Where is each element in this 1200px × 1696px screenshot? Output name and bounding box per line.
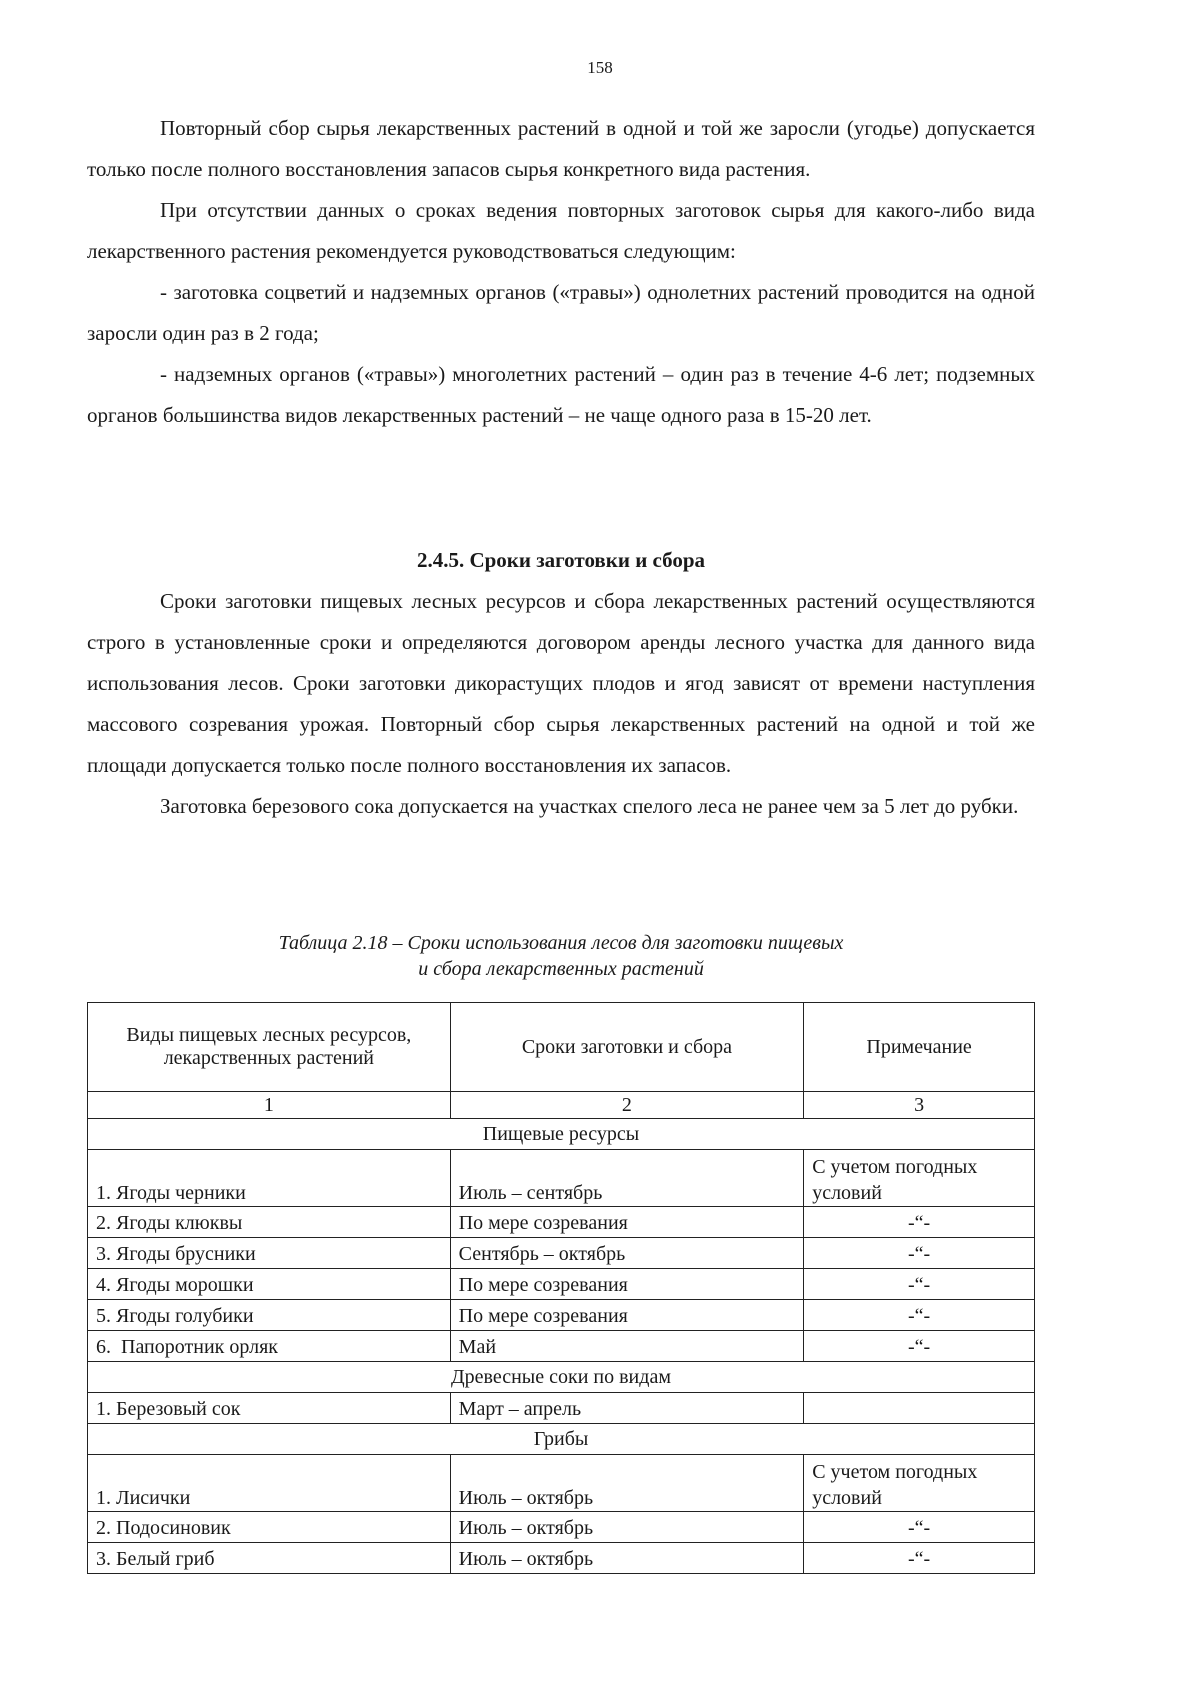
- column-header: Виды пищевых лесных ресурсов, лекарственных растений: [88, 1003, 451, 1092]
- column-number: 2: [450, 1092, 804, 1119]
- harvest-period: Июль – октябрь: [450, 1543, 804, 1574]
- group-row: [88, 1119, 1035, 1150]
- group-row: [88, 1362, 1035, 1393]
- note: -“-: [804, 1207, 1035, 1238]
- table-row: [88, 1455, 1035, 1512]
- resource-name: 3. Ягоды брусники: [88, 1238, 451, 1269]
- table-row: [88, 1512, 1035, 1543]
- group-title: Грибы: [88, 1424, 1035, 1455]
- section-heading: 2.4.5. Сроки заготовки и сбора: [416, 548, 706, 572]
- table-row: [88, 1331, 1035, 1362]
- resource-name: 4. Ягоды морошки: [88, 1269, 451, 1300]
- resource-name: 6. Папоротник орляк: [88, 1331, 451, 1362]
- harvest-period: По мере созревания: [450, 1207, 804, 1238]
- page-number: 158: [587, 58, 613, 77]
- text-block-top: [87, 108, 1035, 436]
- note: С учетом погодных условий: [804, 1455, 1035, 1512]
- harvest-period: Июль – сентябрь: [450, 1150, 804, 1207]
- paragraph: При отсутствии данных о сроках ведения повторных заготовок сырья для какого-либо вида лекарственного растения рекомендуется руководствоваться следующим:: [87, 198, 1035, 263]
- column-number: 3: [804, 1092, 1035, 1119]
- column-header: Примечание: [804, 1003, 1035, 1092]
- resource-name: 1. Лисички: [88, 1455, 451, 1512]
- note: -“-: [804, 1300, 1035, 1331]
- note: -“-: [804, 1543, 1035, 1574]
- table-caption-line: и сбора лекарственных растений: [418, 958, 704, 980]
- note: -“-: [804, 1512, 1035, 1543]
- resource-name: 1. Ягоды черники: [88, 1150, 451, 1207]
- harvest-period: Март – апрель: [450, 1393, 804, 1424]
- table-header-row: [88, 1003, 1035, 1092]
- resource-name: 2. Ягоды клюквы: [88, 1207, 451, 1238]
- harvest-period: Июль – октябрь: [450, 1512, 804, 1543]
- paragraph: Сроки заготовки пищевых лесных ресурсов и сбора лекарственных растений осуществляются строго в установленные сроки и определяются договором аренды лесного участка для данного вида использования лесов. Сроки заготовки дикорастущих плодов и ягод зависят от времени наступления массового созревания урожая. Повторный сбор сырья лекарственных растений на одной и той же площади допускается только после полного восстановления их запасов.: [87, 589, 1035, 777]
- note: -“-: [804, 1269, 1035, 1300]
- table-row: [88, 1300, 1035, 1331]
- harvest-period: Сентябрь – октябрь: [450, 1238, 804, 1269]
- table-row: [88, 1150, 1035, 1207]
- harvest-period: Май: [450, 1331, 804, 1362]
- resource-name: 1. Березовый сок: [88, 1393, 451, 1424]
- paragraph: - заготовка соцветий и надземных органов («травы») однолетних растений проводится на одной заросли один раз в 2 года;: [87, 280, 1035, 345]
- note: [804, 1393, 1035, 1424]
- harvest-schedule-table: [87, 1002, 1035, 1574]
- table-row: [88, 1269, 1035, 1300]
- table-row: [88, 1543, 1035, 1574]
- resource-name: 3. Белый гриб: [88, 1543, 451, 1574]
- note: -“-: [804, 1331, 1035, 1362]
- resource-name: 2. Подосиновик: [88, 1512, 451, 1543]
- harvest-period: По мере созревания: [450, 1269, 804, 1300]
- resource-name: 5. Ягоды голубики: [88, 1300, 451, 1331]
- paragraph: Заготовка березового сока допускается на участках спелого леса не ранее чем за 5 лет до рубки.: [160, 794, 1019, 818]
- table-row: [88, 1207, 1035, 1238]
- column-header: Сроки заготовки и сбора: [450, 1003, 804, 1092]
- table-row: [88, 1393, 1035, 1424]
- table-caption-line: Таблица 2.18 – Сроки использования лесов для заготовки пищевых: [278, 932, 844, 954]
- group-title: Пищевые ресурсы: [88, 1119, 1035, 1150]
- note: -“-: [804, 1238, 1035, 1269]
- paragraph: Повторный сбор сырья лекарственных растений в одной и той же заросли (угодье) допускается только после полного восстановления запасов сырья конкретного вида растения.: [87, 116, 1035, 181]
- group-row: [88, 1424, 1035, 1455]
- table-caption: [87, 930, 1035, 982]
- column-number-row: [88, 1092, 1035, 1119]
- table-row: [88, 1238, 1035, 1269]
- harvest-period: По мере созревания: [450, 1300, 804, 1331]
- harvest-period: Июль – октябрь: [450, 1455, 804, 1512]
- group-title: Древесные соки по видам: [88, 1362, 1035, 1393]
- paragraph: - надземных органов («травы») многолетних растений – один раз в течение 4-6 лет; подземных органов большинства видов лекарственных растений – не чаще одного раза в 15-20 лет.: [87, 362, 1035, 427]
- text-block-bottom: [87, 540, 1035, 827]
- note: С учетом погодных условий: [804, 1150, 1035, 1207]
- column-number: 1: [88, 1092, 451, 1119]
